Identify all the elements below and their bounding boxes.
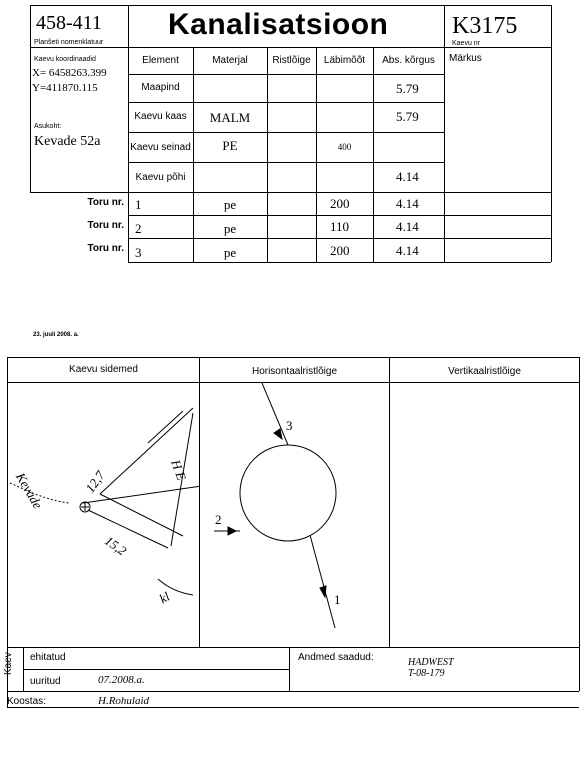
- pipe-material: pe: [223, 221, 237, 236]
- pipe-1-label: 1: [334, 592, 341, 607]
- street-label: Kevade: [13, 470, 46, 512]
- author-value: H.Rohulaid: [98, 695, 150, 707]
- pipe-material: pe: [223, 245, 237, 260]
- distance-label: 12,7: [82, 468, 108, 496]
- address: Kevade 52a: [34, 134, 101, 149]
- pipe-diameter: 110: [330, 219, 350, 234]
- pipe-label: Toru nr.: [87, 197, 124, 208]
- surveyed-label: uuritud: [30, 676, 61, 687]
- pipe-nr: 1: [135, 197, 142, 212]
- pipe-material: pe: [223, 197, 237, 212]
- pipe-height: 4.14: [396, 196, 419, 211]
- pipe-label: Toru nr.: [87, 243, 124, 254]
- kl-label: kl: [156, 588, 173, 607]
- pipe-label: Toru nr.: [87, 220, 124, 231]
- coord-y: Y=411870.115: [32, 82, 98, 94]
- row-element: Kaevu seinad: [130, 142, 191, 153]
- date-note: 23. juuli 2008. a.: [33, 332, 79, 338]
- pipe-height: 4.14: [396, 243, 419, 258]
- built-label: ehitatud: [30, 652, 66, 663]
- well-links-sketch: [8, 383, 199, 646]
- col-title-links: Kaevu sidemed: [69, 364, 138, 375]
- col-header-height: Abs. kõrgus: [382, 55, 435, 66]
- col-header-note: Märkus: [449, 53, 482, 64]
- pipe-3-label: 3: [286, 418, 293, 433]
- coord-x: X= 6458263.399: [32, 67, 107, 79]
- row-height: 5.79: [396, 109, 419, 124]
- address-label: Asukoht:: [34, 123, 62, 130]
- row-element: Maapind: [141, 82, 180, 93]
- plan-caption: Planšeti nomenklatuur: [34, 39, 104, 46]
- col-header-material: Materjal: [212, 55, 248, 66]
- col-title-vertical: Vertikaalristlõige: [448, 366, 521, 377]
- col-header-element: Element: [142, 55, 179, 66]
- plan-id: 458-411: [36, 12, 102, 34]
- row-material: PE: [222, 138, 238, 153]
- horizontal-section-sketch: [200, 383, 389, 646]
- col-header-cross: Ristlõige: [272, 55, 311, 66]
- pipe-height: 4.14: [396, 219, 419, 234]
- author-label: Koostas:: [7, 696, 46, 707]
- page-title: Kanalisatsioon: [168, 8, 389, 41]
- row-material: MALM: [209, 110, 251, 125]
- row-element: Kaevu põhi: [135, 172, 186, 183]
- pipe-diameter: 200: [330, 243, 350, 258]
- row-height: 5.79: [396, 81, 419, 96]
- surveyed-value: 07.2008.a.: [98, 674, 145, 686]
- well-id: K3175: [452, 13, 518, 39]
- col-title-horizontal: Horisontaalristlõige: [251, 366, 338, 377]
- source-value: HADWEST: [408, 657, 454, 668]
- source-label: Andmed saadud:: [298, 652, 374, 663]
- pipe-nr: 2: [135, 221, 142, 236]
- row-element: Kaevu kaas: [134, 111, 187, 122]
- pipe-diameter: 200: [330, 196, 350, 211]
- source-value: T-08-179: [408, 668, 445, 679]
- row-diameter: 400: [337, 142, 352, 152]
- well-caption: Kaevu nr: [452, 40, 481, 47]
- pipe-2-label: 2: [215, 512, 222, 527]
- house-label: H E: [168, 457, 190, 483]
- coords-label: Kaevu koordinaadid: [34, 56, 96, 63]
- distance-label: 15,2: [102, 532, 130, 559]
- col-header-diameter: Läbimõõt: [323, 55, 366, 66]
- pipe-nr: 3: [135, 245, 142, 260]
- row-height: 4.14: [396, 169, 419, 184]
- kaev-label: Kaev: [3, 652, 14, 675]
